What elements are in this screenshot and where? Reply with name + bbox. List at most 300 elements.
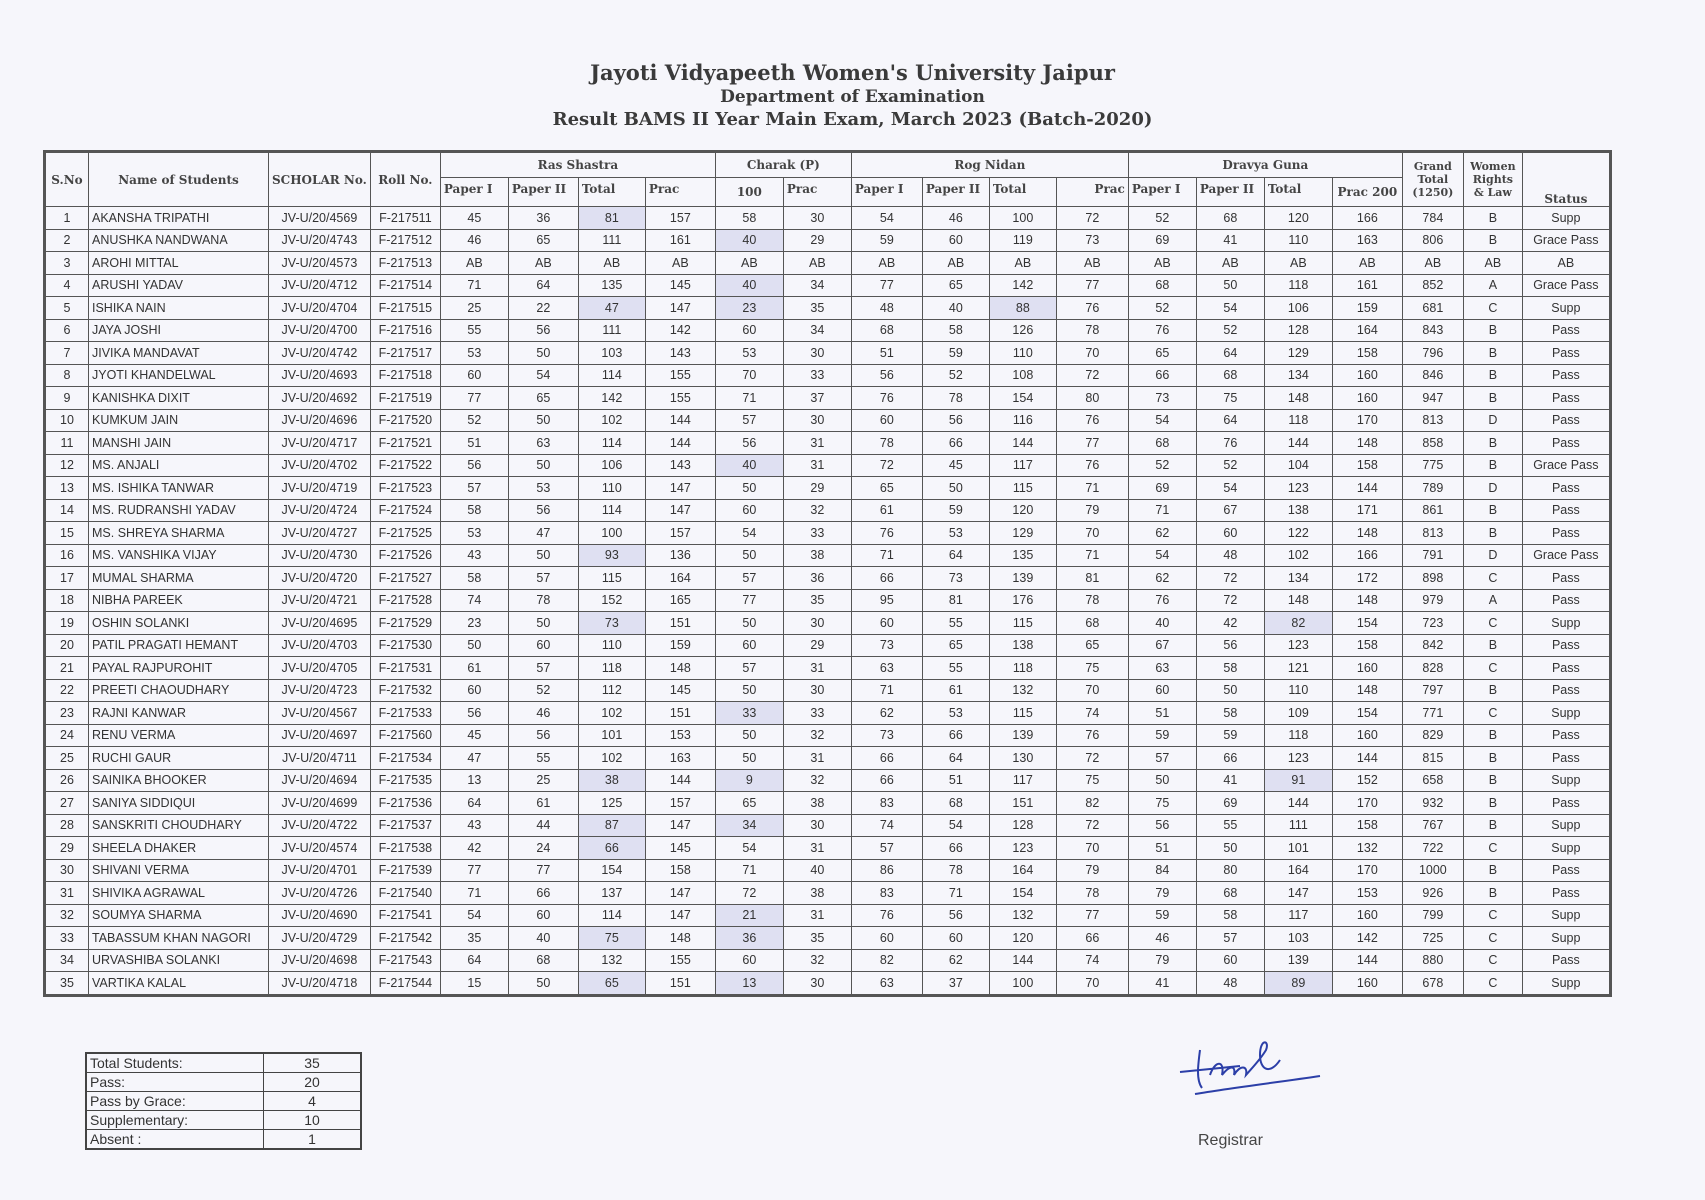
cell-dravya-paper1: 66 [1128, 364, 1196, 387]
cell-grand-total: 771 [1402, 702, 1463, 725]
cell-dravya-total: 164 [1264, 859, 1332, 882]
cell-dravya-total: 144 [1264, 792, 1332, 815]
cell-sno: 30 [45, 859, 89, 882]
cell-women-rights-grade: B [1463, 882, 1522, 905]
cell-rog-paper1: 60 [851, 612, 922, 635]
cell-status: Pass [1522, 432, 1610, 455]
cell-ras-paper2: 24 [508, 837, 578, 860]
cell-ras-paper1: 71 [440, 274, 508, 297]
summary-value: 4 [264, 1092, 362, 1111]
cell-name: SHEELA DHAKER [89, 837, 269, 860]
cell-status: Pass [1522, 499, 1610, 522]
cell-rog-total: 154 [989, 882, 1056, 905]
cell-dravya-total: 139 [1264, 949, 1332, 972]
cell-rog-paper2: 64 [922, 747, 989, 770]
cell-charak-prac: 30 [783, 207, 851, 230]
cell-ras-paper1: 77 [440, 859, 508, 882]
cell-roll-no: F-217540 [370, 882, 440, 905]
cell-rog-prac: 73 [1056, 229, 1128, 252]
table-body [45, 207, 1611, 996]
cell-dravya-total: 128 [1264, 319, 1332, 342]
cell-women-rights-grade: B [1463, 342, 1522, 365]
cell-status: Pass [1522, 387, 1610, 410]
cell-rog-prac: 71 [1056, 544, 1128, 567]
cell-status: Pass [1522, 792, 1610, 815]
cell-ras-prac: 157 [645, 522, 715, 545]
col-dravya-paper2: Paper II [1196, 178, 1264, 207]
cell-women-rights-grade: B [1463, 679, 1522, 702]
cell-roll-no: F-217532 [370, 679, 440, 702]
cell-roll-no: F-217542 [370, 927, 440, 950]
cell-dravya-paper2: 80 [1196, 859, 1264, 882]
cell-sno: 24 [45, 724, 89, 747]
cell-ras-prac: 145 [645, 837, 715, 860]
table-row [45, 972, 1611, 996]
cell-grand-total: 947 [1402, 387, 1463, 410]
cell-status: Supp [1522, 702, 1610, 725]
cell-charak-prac: 34 [783, 274, 851, 297]
cell-dravya-prac200: 158 [1332, 342, 1402, 365]
cell-roll-no: F-217528 [370, 589, 440, 612]
cell-charak-100: 57 [715, 657, 783, 680]
cell-ras-prac: 147 [645, 814, 715, 837]
cell-dravya-paper1: AB [1128, 252, 1196, 275]
result-title: Result BAMS II Year Main Exam, March 2023 (Batch-2020) [552, 109, 1153, 130]
cell-rog-paper1: 73 [851, 724, 922, 747]
cell-ras-prac: 144 [645, 432, 715, 455]
cell-dravya-prac200: 161 [1332, 274, 1402, 297]
cell-roll-no: F-217512 [370, 229, 440, 252]
cell-scholar-no: JV-U/20/4702 [269, 454, 371, 477]
cell-name: AKANSHA TRIPATHI [89, 207, 269, 230]
cell-rog-prac: 75 [1056, 769, 1128, 792]
cell-grand-total: 678 [1402, 972, 1463, 996]
cell-scholar-no: JV-U/20/4705 [269, 657, 371, 680]
cell-scholar-no: JV-U/20/4724 [269, 499, 371, 522]
cell-rog-paper1: 83 [851, 792, 922, 815]
cell-rog-total: 115 [989, 702, 1056, 725]
cell-dravya-total: 121 [1264, 657, 1332, 680]
cell-ras-paper1: 35 [440, 927, 508, 950]
cell-roll-no: F-217541 [370, 904, 440, 927]
cell-rog-paper2: 54 [922, 814, 989, 837]
summary-row [86, 1073, 361, 1092]
cell-ras-paper2: 64 [508, 274, 578, 297]
cell-grand-total: 723 [1402, 612, 1463, 635]
cell-roll-no: F-217533 [370, 702, 440, 725]
cell-scholar-no: JV-U/20/4697 [269, 724, 371, 747]
cell-ras-paper2: 61 [508, 792, 578, 815]
cell-grand-total: 880 [1402, 949, 1463, 972]
cell-rog-prac: 77 [1056, 432, 1128, 455]
cell-ras-paper2: 53 [508, 477, 578, 500]
cell-charak-100: 23 [715, 297, 783, 320]
cell-rog-paper2: 58 [922, 319, 989, 342]
cell-grand-total: 799 [1402, 904, 1463, 927]
cell-sno: 31 [45, 882, 89, 905]
cell-charak-prac: AB [783, 252, 851, 275]
cell-dravya-prac200: 164 [1332, 319, 1402, 342]
cell-sno: 18 [45, 589, 89, 612]
cell-charak-prac: 32 [783, 949, 851, 972]
cell-roll-no: F-217520 [370, 409, 440, 432]
col-sno: S.No [45, 152, 89, 207]
cell-sno: 28 [45, 814, 89, 837]
cell-scholar-no: JV-U/20/4727 [269, 522, 371, 545]
cell-scholar-no: JV-U/20/4720 [269, 567, 371, 590]
cell-dravya-paper1: 57 [1128, 747, 1196, 770]
cell-ras-paper1: 61 [440, 657, 508, 680]
cell-scholar-no: JV-U/20/4712 [269, 274, 371, 297]
table-row [45, 432, 1611, 455]
cell-ras-paper1: 54 [440, 904, 508, 927]
cell-charak-100: 57 [715, 409, 783, 432]
cell-charak-100: 50 [715, 724, 783, 747]
cell-sno: 14 [45, 499, 89, 522]
cell-rog-paper1: 77 [851, 274, 922, 297]
cell-status: Grace Pass [1522, 229, 1610, 252]
cell-ras-paper1: 58 [440, 567, 508, 590]
cell-charak-100: 34 [715, 814, 783, 837]
cell-charak-100: 54 [715, 837, 783, 860]
cell-rog-paper1: 60 [851, 927, 922, 950]
cell-dravya-paper2: 50 [1196, 679, 1264, 702]
cell-dravya-paper1: 68 [1128, 432, 1196, 455]
cell-dravya-total: 117 [1264, 904, 1332, 927]
cell-rog-paper1: 51 [851, 342, 922, 365]
cell-ras-paper2: 56 [508, 499, 578, 522]
cell-dravya-prac200: 166 [1332, 544, 1402, 567]
cell-dravya-paper2: 60 [1196, 949, 1264, 972]
cell-ras-paper2: 56 [508, 319, 578, 342]
cell-rog-total: 120 [989, 927, 1056, 950]
cell-dravya-paper2: 48 [1196, 544, 1264, 567]
cell-charak-100: 50 [715, 544, 783, 567]
summary-table [85, 1052, 362, 1150]
cell-ras-total: 110 [578, 477, 645, 500]
table-row [45, 792, 1611, 815]
cell-dravya-prac200: 142 [1332, 927, 1402, 950]
cell-ras-total: 102 [578, 747, 645, 770]
cell-ras-total: 87 [578, 814, 645, 837]
cell-rog-paper1: 74 [851, 814, 922, 837]
cell-name: KANISHKA DIXIT [89, 387, 269, 410]
cell-sno: 27 [45, 792, 89, 815]
cell-ras-paper2: 65 [508, 387, 578, 410]
cell-ras-paper2: 44 [508, 814, 578, 837]
cell-rog-total: 135 [989, 544, 1056, 567]
cell-ras-total: 47 [578, 297, 645, 320]
cell-dravya-prac200: 160 [1332, 724, 1402, 747]
cell-name: RENU VERMA [89, 724, 269, 747]
cell-charak-100: 21 [715, 904, 783, 927]
cell-roll-no: F-217523 [370, 477, 440, 500]
table-row [45, 319, 1611, 342]
cell-grand-total: 725 [1402, 927, 1463, 950]
cell-ras-prac: 151 [645, 702, 715, 725]
table-row [45, 949, 1611, 972]
cell-ras-paper2: 56 [508, 724, 578, 747]
cell-scholar-no: JV-U/20/4693 [269, 364, 371, 387]
cell-dravya-paper1: 71 [1128, 499, 1196, 522]
cell-women-rights-grade: B [1463, 229, 1522, 252]
cell-grand-total: 898 [1402, 567, 1463, 590]
cell-dravya-total: 147 [1264, 882, 1332, 905]
cell-dravya-paper2: 64 [1196, 409, 1264, 432]
cell-charak-100: 36 [715, 927, 783, 950]
cell-dravya-paper2: 57 [1196, 927, 1264, 950]
cell-ras-total: 102 [578, 409, 645, 432]
cell-ras-prac: 145 [645, 679, 715, 702]
cell-dravya-total: 144 [1264, 432, 1332, 455]
cell-women-rights-grade: C [1463, 904, 1522, 927]
cell-rog-paper1: 63 [851, 657, 922, 680]
cell-dravya-paper2: 75 [1196, 387, 1264, 410]
cell-name: ISHIKA NAIN [89, 297, 269, 320]
cell-sno: 25 [45, 747, 89, 770]
cell-ras-prac: 143 [645, 342, 715, 365]
cell-rog-prac: 81 [1056, 567, 1128, 590]
table-row [45, 814, 1611, 837]
cell-women-rights-grade: D [1463, 409, 1522, 432]
cell-rog-prac: AB [1056, 252, 1128, 275]
cell-charak-100: 60 [715, 499, 783, 522]
cell-rog-prac: 72 [1056, 814, 1128, 837]
summary-row [86, 1111, 361, 1130]
cell-rog-prac: 77 [1056, 904, 1128, 927]
summary-value: 20 [264, 1073, 362, 1092]
cell-ras-paper2: 47 [508, 522, 578, 545]
cell-rog-total: 142 [989, 274, 1056, 297]
cell-scholar-no: JV-U/20/4742 [269, 342, 371, 365]
table-row [45, 387, 1611, 410]
table-row [45, 229, 1611, 252]
cell-dravya-total: 109 [1264, 702, 1332, 725]
cell-rog-paper2: 62 [922, 949, 989, 972]
cell-women-rights-grade: C [1463, 297, 1522, 320]
cell-rog-total: 123 [989, 837, 1056, 860]
cell-rog-paper2: 55 [922, 657, 989, 680]
cell-rog-total: 132 [989, 679, 1056, 702]
cell-charak-100: 65 [715, 792, 783, 815]
cell-rog-paper2: 53 [922, 522, 989, 545]
cell-ras-prac: 155 [645, 387, 715, 410]
cell-ras-paper2: 57 [508, 567, 578, 590]
cell-grand-total: 932 [1402, 792, 1463, 815]
cell-sno: 9 [45, 387, 89, 410]
cell-ras-paper1: 60 [440, 364, 508, 387]
cell-scholar-no: JV-U/20/4700 [269, 319, 371, 342]
cell-ras-paper1: 51 [440, 432, 508, 455]
cell-ras-total: 114 [578, 499, 645, 522]
cell-status: Pass [1522, 567, 1610, 590]
cell-roll-no: F-217511 [370, 207, 440, 230]
cell-ras-paper2: 50 [508, 972, 578, 996]
col-dravya-paper1: Paper I [1128, 178, 1196, 207]
cell-rog-total: 108 [989, 364, 1056, 387]
cell-dravya-paper2: 58 [1196, 657, 1264, 680]
cell-ras-paper1: 45 [440, 207, 508, 230]
cell-ras-prac: 147 [645, 477, 715, 500]
cell-ras-total: AB [578, 252, 645, 275]
cell-ras-paper2: 22 [508, 297, 578, 320]
cell-women-rights-grade: C [1463, 949, 1522, 972]
cell-dravya-paper1: 59 [1128, 724, 1196, 747]
cell-roll-no: F-217531 [370, 657, 440, 680]
cell-dravya-prac200: 159 [1332, 297, 1402, 320]
cell-dravya-prac200: 153 [1332, 882, 1402, 905]
cell-dravya-paper1: 54 [1128, 409, 1196, 432]
cell-women-rights-grade: B [1463, 387, 1522, 410]
cell-women-rights-grade: B [1463, 432, 1522, 455]
group-ras-shastra: Ras Shastra [440, 152, 715, 178]
cell-dravya-prac200: 171 [1332, 499, 1402, 522]
col-status: Status [1522, 152, 1610, 207]
cell-sno: 12 [45, 454, 89, 477]
cell-rog-paper1: 63 [851, 972, 922, 996]
cell-ras-paper2: AB [508, 252, 578, 275]
cell-sno: 16 [45, 544, 89, 567]
cell-grand-total: 926 [1402, 882, 1463, 905]
cell-dravya-paper1: 41 [1128, 972, 1196, 996]
cell-name: RUCHI GAUR [89, 747, 269, 770]
cell-women-rights-grade: B [1463, 769, 1522, 792]
table-row [45, 454, 1611, 477]
cell-rog-prac: 76 [1056, 454, 1128, 477]
cell-ras-paper1: 77 [440, 387, 508, 410]
cell-scholar-no: JV-U/20/4690 [269, 904, 371, 927]
cell-charak-prac: 31 [783, 454, 851, 477]
cell-dravya-paper2: 41 [1196, 229, 1264, 252]
cell-dravya-paper2: 56 [1196, 634, 1264, 657]
cell-dravya-paper1: 62 [1128, 522, 1196, 545]
cell-status: Supp [1522, 927, 1610, 950]
cell-ras-total: 102 [578, 702, 645, 725]
cell-rog-prac: 70 [1056, 679, 1128, 702]
cell-grand-total: 813 [1402, 522, 1463, 545]
cell-rog-total: 139 [989, 724, 1056, 747]
summary-row [86, 1092, 361, 1111]
cell-dravya-prac200: AB [1332, 252, 1402, 275]
col-grand-total: Grand Total (1250) [1402, 152, 1463, 207]
cell-rog-total: 130 [989, 747, 1056, 770]
table-row [45, 657, 1611, 680]
cell-charak-prac: 30 [783, 814, 851, 837]
cell-ras-paper1: 64 [440, 949, 508, 972]
cell-charak-100: 9 [715, 769, 783, 792]
cell-scholar-no: JV-U/20/4569 [269, 207, 371, 230]
document-header [0, 60, 1705, 130]
cell-ras-total: 38 [578, 769, 645, 792]
cell-ras-paper1: 53 [440, 342, 508, 365]
cell-sno: 5 [45, 297, 89, 320]
cell-scholar-no: JV-U/20/4696 [269, 409, 371, 432]
cell-status: Pass [1522, 747, 1610, 770]
cell-rog-paper2: 66 [922, 724, 989, 747]
cell-dravya-total: 138 [1264, 499, 1332, 522]
cell-roll-no: F-217529 [370, 612, 440, 635]
cell-ras-total: 114 [578, 364, 645, 387]
cell-ras-paper2: 50 [508, 342, 578, 365]
cell-name: PAYAL RAJPUROHIT [89, 657, 269, 680]
cell-women-rights-grade: AB [1463, 252, 1522, 275]
cell-dravya-paper1: 67 [1128, 634, 1196, 657]
cell-charak-prac: 29 [783, 229, 851, 252]
cell-ras-paper1: 23 [440, 612, 508, 635]
summary-row [86, 1053, 361, 1073]
cell-ras-prac: 159 [645, 634, 715, 657]
cell-charak-prac: 35 [783, 589, 851, 612]
cell-charak-prac: 40 [783, 859, 851, 882]
cell-roll-no: F-217526 [370, 544, 440, 567]
cell-charak-prac: 38 [783, 792, 851, 815]
cell-ras-paper1: 64 [440, 792, 508, 815]
cell-rog-paper2: 40 [922, 297, 989, 320]
cell-rog-paper2: 81 [922, 589, 989, 612]
col-charak-prac: Prac [783, 178, 851, 207]
cell-scholar-no: JV-U/20/4730 [269, 544, 371, 567]
cell-rog-prac: 66 [1056, 927, 1128, 950]
cell-dravya-paper1: 52 [1128, 454, 1196, 477]
cell-charak-100: 72 [715, 882, 783, 905]
cell-rog-prac: 70 [1056, 522, 1128, 545]
cell-charak-100: 60 [715, 949, 783, 972]
cell-status: Pass [1522, 319, 1610, 342]
cell-ras-total: 125 [578, 792, 645, 815]
group-charak: Charak (P) [715, 152, 851, 178]
cell-charak-prac: 29 [783, 634, 851, 657]
cell-rog-paper1: 54 [851, 207, 922, 230]
cell-dravya-prac200: 166 [1332, 207, 1402, 230]
cell-women-rights-grade: B [1463, 454, 1522, 477]
cell-dravya-paper2: AB [1196, 252, 1264, 275]
cell-rog-total: 118 [989, 657, 1056, 680]
cell-scholar-no: JV-U/20/4704 [269, 297, 371, 320]
cell-charak-prac: 30 [783, 612, 851, 635]
group-rog-nidan: Rog Nidan [851, 152, 1128, 178]
table-row [45, 679, 1611, 702]
cell-rog-paper1: 86 [851, 859, 922, 882]
cell-dravya-prac200: 154 [1332, 702, 1402, 725]
cell-women-rights-grade: C [1463, 567, 1522, 590]
cell-dravya-paper1: 84 [1128, 859, 1196, 882]
university-name: Jayoti Vidyapeeth Women's University Jaipur [590, 60, 1115, 85]
cell-status: Pass [1522, 589, 1610, 612]
cell-roll-no: F-217536 [370, 792, 440, 815]
cell-rog-paper1: 76 [851, 387, 922, 410]
cell-rog-total: 132 [989, 904, 1056, 927]
cell-dravya-total: 123 [1264, 747, 1332, 770]
cell-name: URVASHIBA SOLANKI [89, 949, 269, 972]
cell-rog-paper1: 48 [851, 297, 922, 320]
cell-status: Supp [1522, 612, 1610, 635]
cell-rog-paper1: 66 [851, 567, 922, 590]
cell-scholar-no: JV-U/20/4718 [269, 972, 371, 996]
cell-women-rights-grade: B [1463, 364, 1522, 387]
cell-sno: 22 [45, 679, 89, 702]
cell-roll-no: F-217513 [370, 252, 440, 275]
cell-status: Pass [1522, 657, 1610, 680]
cell-rog-paper2: 60 [922, 927, 989, 950]
cell-scholar-no: JV-U/20/4567 [269, 702, 371, 725]
cell-women-rights-grade: C [1463, 837, 1522, 860]
col-name: Name of Students [89, 152, 269, 207]
cell-dravya-prac200: 160 [1332, 364, 1402, 387]
cell-dravya-total: 148 [1264, 387, 1332, 410]
cell-ras-total: 66 [578, 837, 645, 860]
cell-sno: 3 [45, 252, 89, 275]
cell-rog-paper2: 52 [922, 364, 989, 387]
